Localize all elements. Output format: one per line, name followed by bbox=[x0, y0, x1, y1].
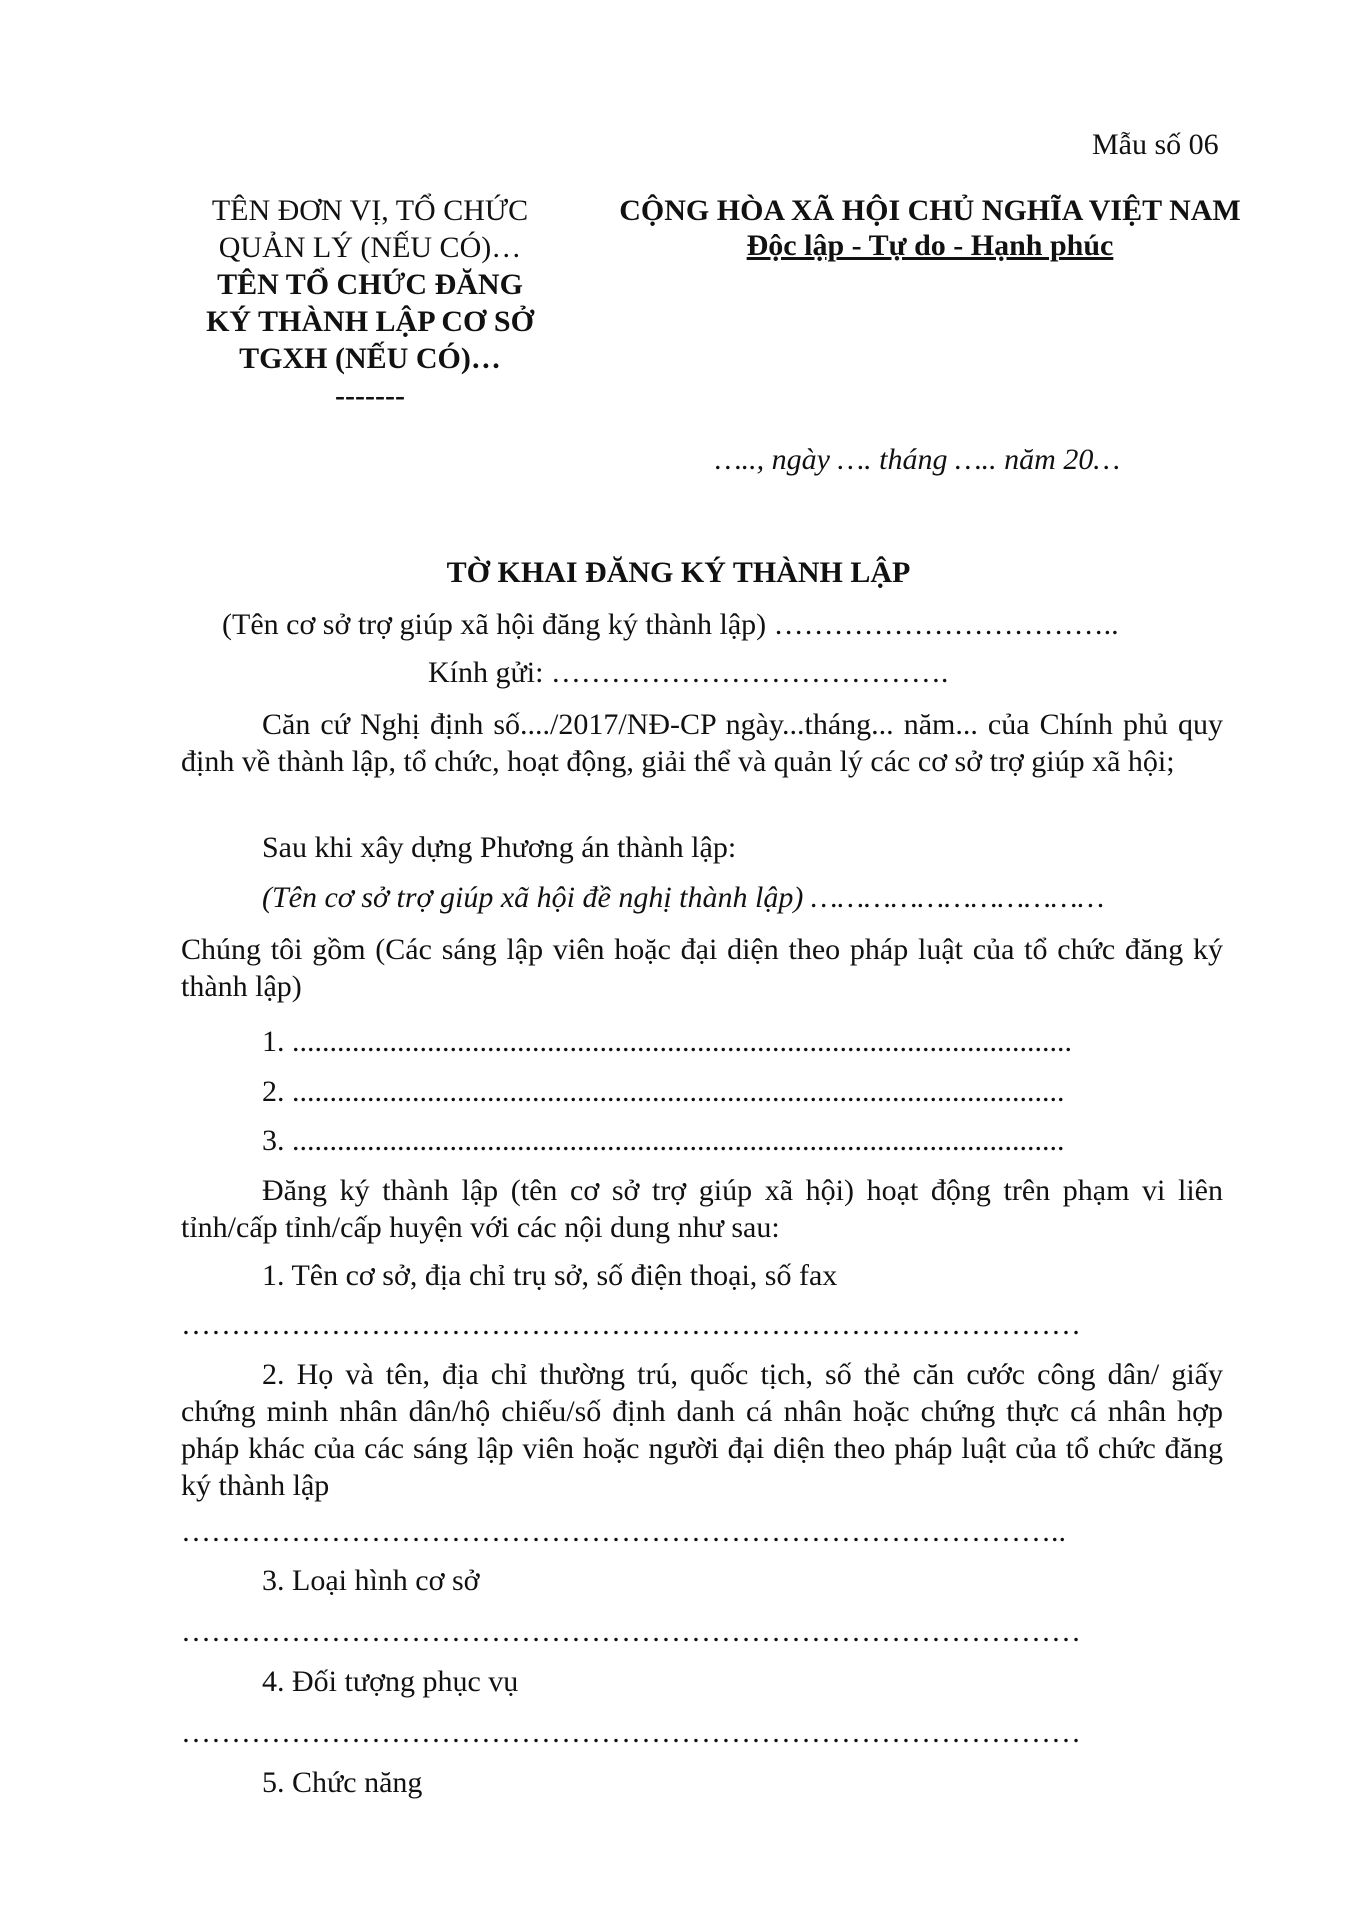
item-4-label: 4. Đối tượng phục vụ bbox=[262, 1665, 519, 1698]
registering-org-line-1: TÊN TỔ CHỨC ĐĂNG bbox=[217, 268, 523, 301]
proposed-name-line: (Tên cơ sở trợ giúp xã hội đề nghị thành lập) …………………………… bbox=[262, 881, 1105, 914]
national-motto: Độc lập - Tự do - Hạnh phúc bbox=[746, 229, 1114, 262]
member-line-1: 1. ........................................................................................................ bbox=[262, 1025, 1072, 1058]
form-code: Mẫu số 06 bbox=[1092, 128, 1219, 161]
item-3-label: 3. Loại hình cơ sở bbox=[262, 1564, 480, 1597]
date-line: ….., ngày …. tháng ….. năm 20… bbox=[715, 443, 1121, 476]
document-title: TỜ KHAI ĐĂNG KÝ THÀNH LẬP bbox=[446, 556, 911, 589]
item-5-label: 5. Chức năng bbox=[262, 1766, 423, 1799]
member-line-3: 3. ....................................................................................................... bbox=[262, 1124, 1065, 1157]
item-4-fill-line: ……………………………………………………………………………… bbox=[181, 1716, 1081, 1749]
item-1-label: 1. Tên cơ sở, địa chỉ trụ sở, số điện thoại, số fax bbox=[262, 1259, 838, 1292]
item-3-fill-line: ……………………………………………………………………………… bbox=[181, 1615, 1081, 1648]
member-line-2: 2. ....................................................................................................... bbox=[262, 1075, 1065, 1108]
issuing-organization-header bbox=[170, 192, 570, 414]
addressee-line: Kính gửi: …………………………………. bbox=[428, 656, 949, 689]
registering-org-line-2: KÝ THÀNH LẬP CƠ SỞ bbox=[206, 305, 534, 338]
after-plan-line: Sau khi xây dựng Phương án thành lập: bbox=[262, 831, 737, 864]
nation-name: CỘNG HÒA XÃ HỘI CHỦ NGHĨA VIỆT NAM bbox=[619, 194, 1241, 227]
registration-intro-paragraph: Đăng ký thành lập (tên cơ sở trợ giúp xã hội) hoạt động trên phạm vi liên tỉnh/cấp tỉnh/cấp huyện với các nội dung như sau: bbox=[181, 1174, 1223, 1244]
item-2-fill-line: …………………………………………………………………………….. bbox=[181, 1515, 1066, 1548]
document-subtitle: (Tên cơ sở trợ giúp xã hội đăng ký thành lập) …………………………….. bbox=[222, 608, 1119, 641]
legal-basis-paragraph: Căn cứ Nghị định số..../2017/NĐ-CP ngày...tháng... năm... của Chính phủ quy định về thành lập, tổ chức, hoạt động, giải thể và quản lý các cơ sở trợ giúp xã hội; bbox=[181, 708, 1223, 778]
item-1-fill-line: ……………………………………………………………………………… bbox=[181, 1308, 1081, 1341]
members-intro-paragraph: Chúng tôi gồm (Các sáng lập viên hoặc đại diện theo pháp luật của tổ chức đăng ký thành lập) bbox=[181, 933, 1223, 1003]
item-2-paragraph: 2. Họ và tên, địa chỉ thường trú, quốc tịch, số thẻ căn cước công dân/ giấy chứng minh nhân dân/hộ chiếu/số định danh cá nhân hoặc chứng thực cá nhân hợp pháp khác của các sáng lập viên hoặc người đại diện theo pháp luật của tổ chức đăng ký thành lập bbox=[181, 1358, 1223, 1502]
registering-org-line-3: TGXH (NẾU CÓ)… bbox=[239, 342, 501, 375]
managing-unit-line-1: TÊN ĐƠN VỊ, TỔ CHỨC bbox=[211, 194, 529, 227]
managing-unit-line-2: QUẢN LÝ (NẾU CÓ)… bbox=[218, 231, 522, 264]
header-separator: ------- bbox=[335, 379, 405, 412]
national-header bbox=[600, 193, 1260, 263]
